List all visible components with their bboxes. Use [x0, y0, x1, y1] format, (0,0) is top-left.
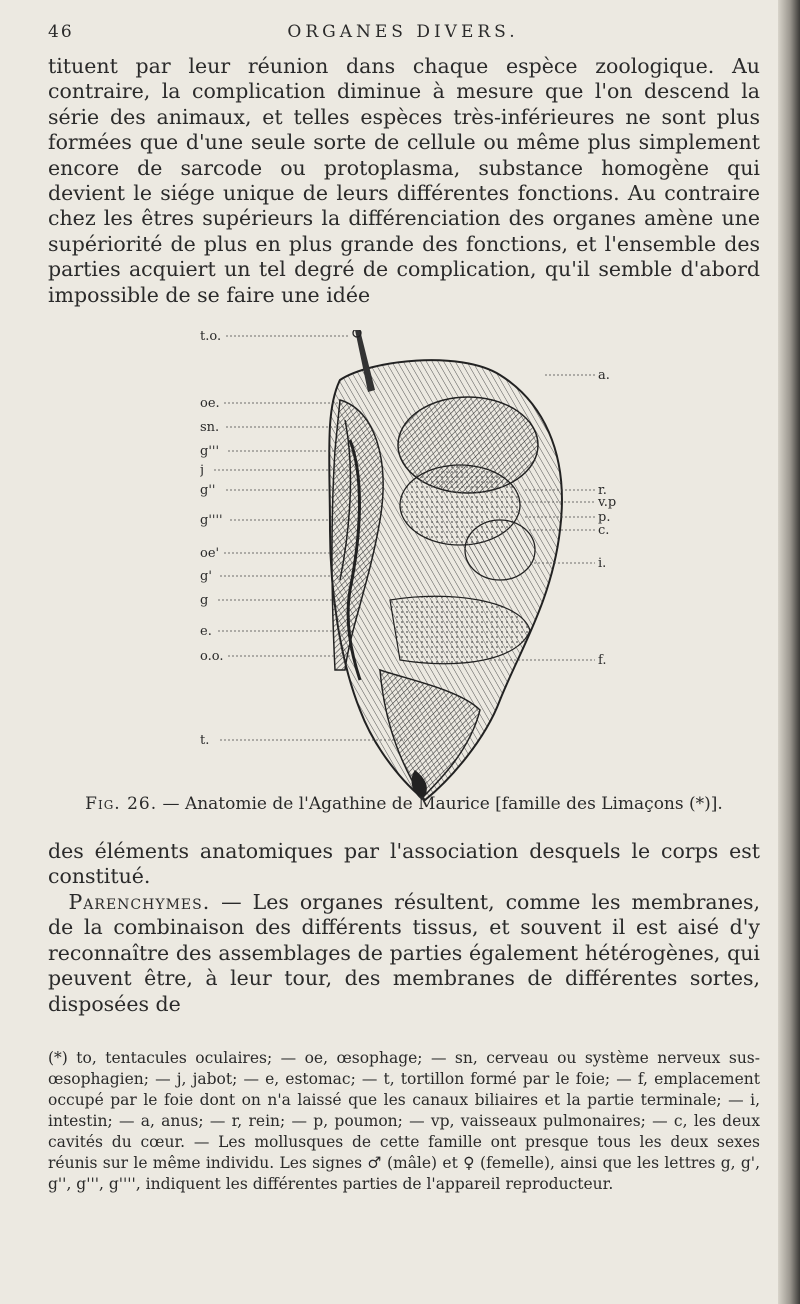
fig-label-j: j [200, 463, 205, 478]
fig-label-g1: g' [200, 569, 212, 584]
section-heading-parenchymes: Parenchymes. [68, 890, 211, 914]
fig-label-f: f. [598, 653, 607, 668]
anatomy-figure [200, 330, 640, 805]
footnote: (*) to, tentacules oculaires; — oe, œsophage; — sn, cerveau ou système nerveux sus-œsophagien; — j, jabot; — e, estomac; — t, tortillon formé par le foie; — f, emplacement occupé par le foie dont on n'a laissé que les canaux biliaires et la partie terminale; — i, intestin; — a, anus; — r, rein; — p, poumon; — vp, vaisseaux pulmonaires; — c, les deux cavités du cœur. — Les mollusques de cette famille ont presque tous les deux sexes réunis sur le même individu. Les signes ♂ (mâle) et ♀ (femelle), ainsi que les lettres g, g', g'', g''', g'''', indiquent les différentes parties de l'appareil reproducteur. [48, 1049, 760, 1193]
paragraph-parenchymes [48, 890, 760, 1017]
fig-label-sn: sn. [200, 420, 220, 435]
fig-label-oe-prime: oe' [200, 546, 220, 561]
fig-label-i: i. [598, 556, 607, 571]
fig-label-g2: g'' [200, 483, 216, 498]
fig-label-r: r. [598, 483, 607, 498]
fig-label-a: a. [598, 368, 610, 383]
page-number: 46 [48, 22, 74, 42]
fig-label-vp: v.p [598, 495, 617, 510]
fig-label-g4: g'''' [200, 513, 223, 528]
fig-label-oo: o.o. [200, 649, 224, 664]
fig-label-c: c. [598, 523, 610, 538]
fig-label-p: p. [598, 510, 611, 525]
agathina-anatomy-illustration [200, 330, 640, 805]
fig-label-g3: g''' [200, 444, 220, 459]
fig-label-to: t.o. [200, 330, 222, 344]
figure-caption-text: — Anatomie de l'Agathine de Maurice [famille des Limaçons (*)]. [162, 794, 723, 814]
figure-caption [48, 793, 760, 815]
running-head: ORGANES DIVERS. [287, 22, 519, 42]
fig-label-oe: oe. [200, 396, 220, 411]
page-edge-shadow [778, 0, 800, 1304]
fig-label-e: e. [200, 624, 212, 639]
paragraph-parenchymes-text: — Les organes résultent, comme les membranes, de la combinaison des différents tissus, et souvent il est aisé d'y reconnaître des assemblages de parties également hétérogènes, qui peuvent être, à leur tour, des membranes de différentes sortes, disposées de [48, 890, 760, 1016]
fig-label-g: g [200, 593, 209, 608]
fig-label-t: t. [200, 733, 210, 748]
paragraph-top: tituent par leur réunion dans chaque espèce zoologique. Au contraire, la complication diminue à mesure que l'on descend la série des animaux, et telles espèces très-inférieures ne sont plus formées que d'une seule sorte de cellule ou même plus simplement encore de sarcode ou protoplasma, substance homogène qui devient le siége unique de leurs différentes fonctions. Au contraire chez les êtres supérieurs la différenciation des organes amène une supériorité de plus en plus grande des fonctions, et l'ensemble des parties acquiert un tel degré de complication, qu'il semble d'abord impossible de se faire une idée [48, 54, 760, 307]
paragraph-continuation: des éléments anatomiques par l'association desquels le corps est constitué. [48, 839, 760, 889]
page-header [48, 22, 758, 50]
figure-number: Fig. 26. [85, 794, 158, 814]
